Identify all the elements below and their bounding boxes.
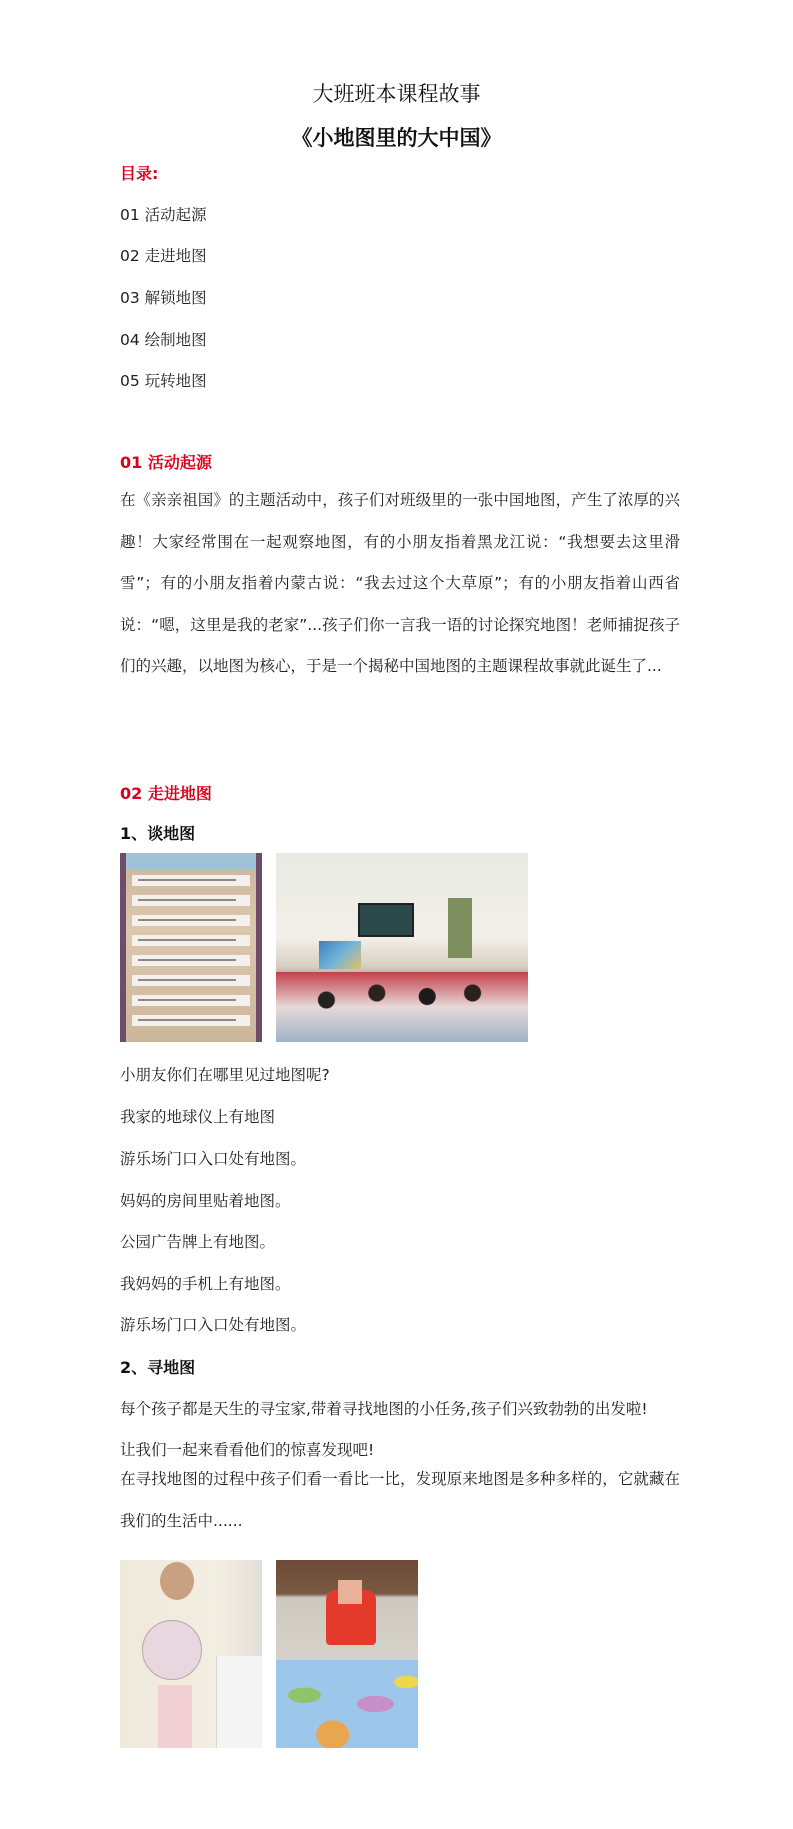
dialogue-line: 我妈妈的手机上有地图。	[120, 1275, 291, 1293]
photo-classroom	[276, 853, 528, 1042]
photo-child-with-globe	[120, 1560, 262, 1748]
toc-item: 03 解锁地图	[120, 289, 207, 307]
dialogue-line: 小朋友你们在哪里见过地图呢?	[120, 1066, 330, 1084]
section-origin-paragraph: 在《亲亲祖国》的主题活动中，孩子们对班级里的一张中国地图，产生了浓厚的兴趣！大家经常围在一起观察地图，有的小朋友指着黑龙江说：“我想要去这里滑雪”；有的小朋友指着内蒙古说：“我去过这个大草原”；有的小朋友指着山西省说：“嗯，这里是我的老家”...孩子们你一言我一语的讨论探究地图！老师捕捉孩子们的兴趣，以地图为核心，于是一个揭秘中国地图的主题课程故事就此诞生了...	[120, 491, 680, 675]
toc-item: 05 玩转地图	[120, 372, 207, 390]
toc-item: 02 走进地图	[120, 247, 207, 265]
find-map-paragraph: 在寻找地图的过程中孩子们看一看比一比，发现原来地图是多种多样的，它就藏在我们的生活中......	[120, 1470, 680, 1530]
subsection-heading-talk-map: 1、谈地图	[120, 824, 196, 843]
dialogue-line: 妈妈的房间里贴着地图。	[120, 1192, 291, 1210]
toc-label: 目录:	[120, 164, 159, 183]
toc-item: 04 绘制地图	[120, 331, 207, 349]
toc-item: 01 活动起源	[120, 206, 207, 224]
subsection-heading-find-map: 2、寻地图	[120, 1358, 196, 1377]
story-line: 让我们一起来看看他们的惊喜发现吧!	[120, 1441, 375, 1459]
photo-map-poster	[120, 853, 262, 1042]
dialogue-line: 公园广告牌上有地图。	[120, 1233, 276, 1251]
story-line: 每个孩子都是天生的寻宝家,带着寻找地图的小任务,孩子们兴致勃勃的出发啦!	[120, 1400, 648, 1418]
document-title: 大班班本课程故事	[312, 82, 481, 106]
document-subtitle: 《小地图里的大中国》	[291, 126, 502, 150]
section-heading-origin: 01 活动起源	[120, 453, 212, 472]
section-heading-enter-map: 02 走进地图	[120, 784, 212, 803]
dialogue-line: 游乐场门口入口处有地图。	[120, 1150, 307, 1168]
photo-child-with-world-map	[276, 1560, 418, 1748]
dialogue-line: 我家的地球仪上有地图	[120, 1108, 276, 1126]
dialogue-line: 游乐场门口入口处有地图。	[120, 1316, 307, 1334]
